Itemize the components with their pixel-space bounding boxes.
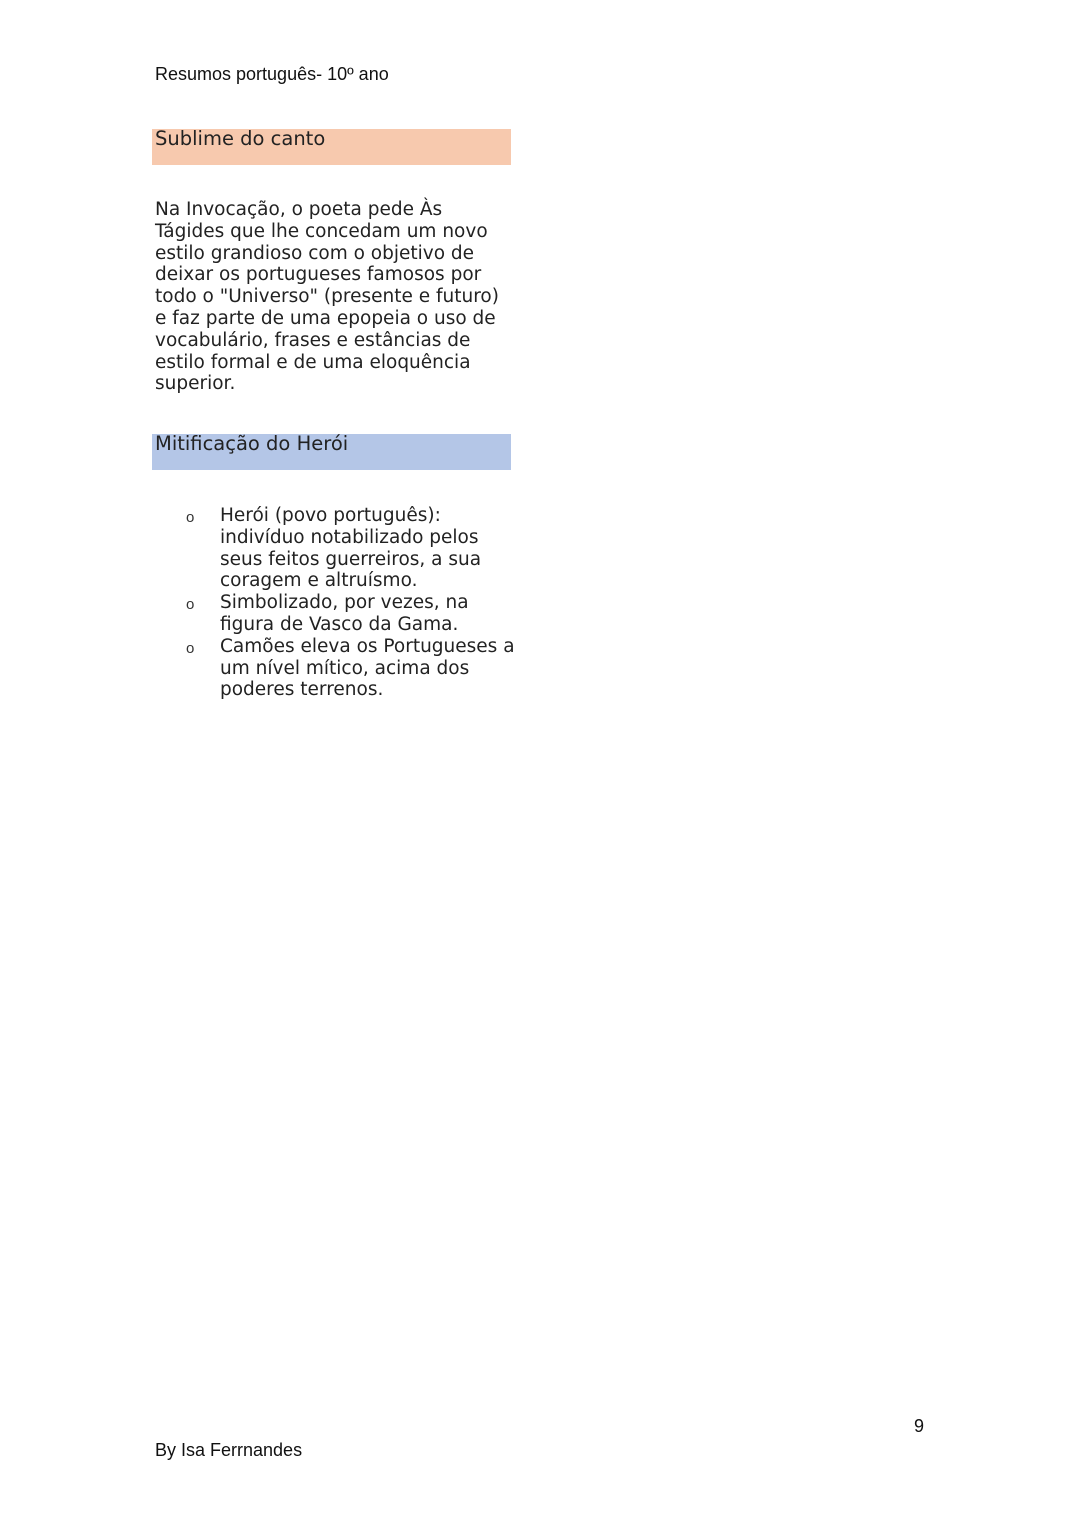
hollow-bullet-icon: o (186, 509, 195, 526)
page-number: 9 (914, 1416, 925, 1436)
list-item (186, 505, 516, 592)
hollow-bullet-icon: o (186, 596, 195, 614)
page-header: Resumos português- 10º ano (155, 64, 389, 84)
section-heading-sublime-do-canto: Sublime do canto (152, 129, 511, 165)
page-footer-author: By Isa Ferrnandes (155, 1440, 303, 1460)
hollow-bullet-icon: o (186, 639, 195, 657)
invocacao-paragraph: Na Invocação, o poeta pede Às Tágides que lhe concedam um novo estilo grandioso com o objetivo de deixar os portugueses famosos por todo o "Universo" (presente e futuro) e faz parte de uma epopeia o uso de vocabulário, frases e estâncias de estilo formal e de uma eloquência superior. (155, 199, 499, 395)
list-item-text: Herói (povo português): indivíduo notabilizado pelos seus feitos guerreiros, a sua coragem e altruísmo. (220, 505, 482, 592)
list-item-text: Camões eleva os Portugueses a um nível mítico, acima dos poderes terrenos. (220, 635, 515, 701)
list-item (186, 636, 516, 701)
heroi-bullet-list (186, 505, 516, 701)
list-item-text: Simbolizado, por vezes, na figura de Vasco da Gama. (220, 592, 469, 635)
section-heading-mitificacao-do-heroi: Mitificação do Herói (152, 434, 511, 470)
list-item (186, 592, 516, 636)
